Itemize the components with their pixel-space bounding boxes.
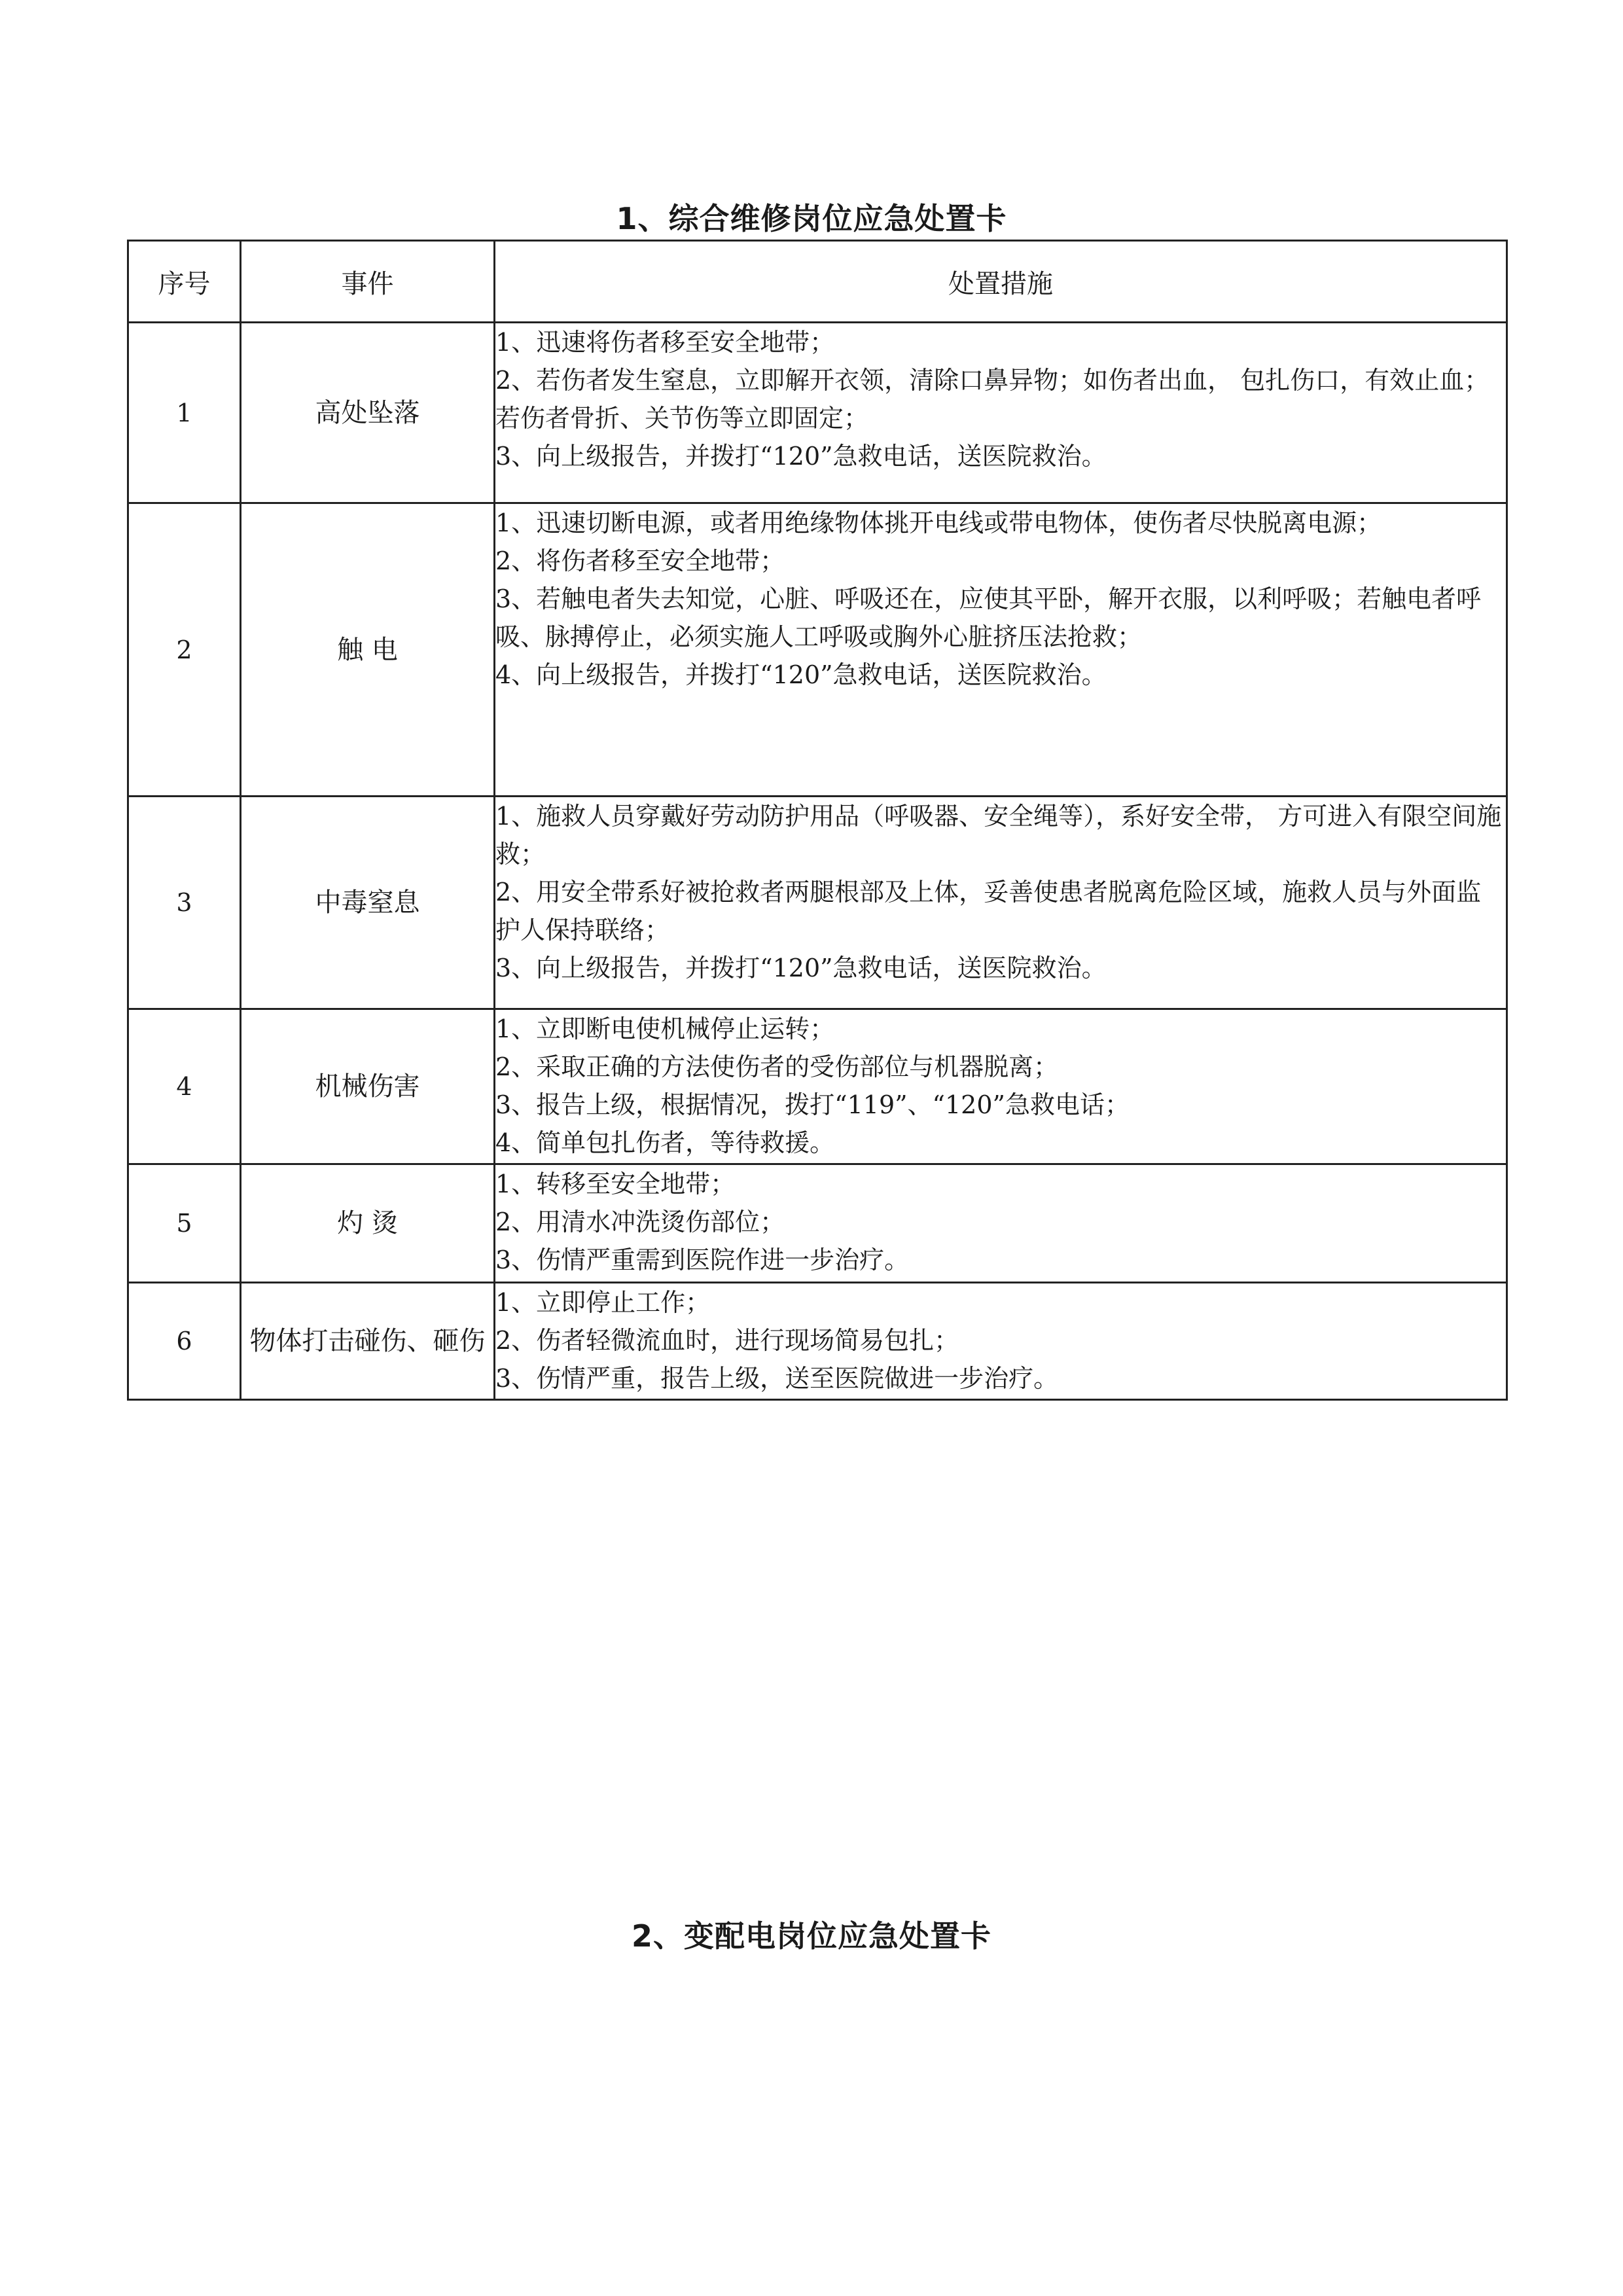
table-row (128, 1164, 1507, 1283)
row-index: 2 (128, 503, 241, 797)
measure-step: 3、伤情严重，报告上级，送至医院做进一步治疗。 (495, 1364, 1059, 1393)
measure-step: 3、若触电者失去知觉，心脏、呼吸还在，应使其平卧，解开衣服，以利呼吸；若触电者呼吸、脉搏停止，必须实施人工呼吸或胸外心脏挤压法抢救； (495, 584, 1482, 651)
table-row (128, 323, 1507, 503)
row-measures (495, 1283, 1507, 1400)
card2-title: 2、变配电岗位应急处置卡 (631, 1918, 991, 1954)
header-measures: 处置措施 (495, 241, 1507, 323)
measure-step: 3、向上级报告，并拨打“120”急救电话，送医院救治。 (495, 954, 1107, 982)
card1-title: 1、综合维修岗位应急处置卡 (616, 201, 1007, 236)
header-event: 事件 (241, 241, 495, 323)
row-event: 高处坠落 (241, 323, 495, 503)
measure-step: 1、迅速将伤者移至安全地带； (495, 328, 835, 357)
row-measures (495, 323, 1507, 503)
row-index: 4 (128, 1009, 241, 1164)
table-row (128, 1283, 1507, 1400)
row-event: 机械伤害 (241, 1009, 495, 1164)
measure-step: 2、用清水冲洗烫伤部位； (495, 1208, 785, 1236)
measure-step: 2、用安全带系好被抢救者两腿根部及上体，妥善使患者脱离危险区域，施救人员与外面监护人保持联络； (495, 878, 1482, 944)
table-row (128, 797, 1507, 1009)
row-index: 1 (128, 323, 241, 503)
row-event: 灼 烫 (241, 1164, 495, 1283)
table-row (128, 503, 1507, 797)
measure-step: 2、伤者轻微流血时，进行现场简易包扎； (495, 1326, 959, 1355)
measure-step: 3、报告上级，根据情况，拨打“119”、“120”急救电话； (495, 1090, 1130, 1119)
row-measures (495, 1009, 1507, 1164)
table-row (128, 1009, 1507, 1164)
measure-step: 3、向上级报告，并拨打“120”急救电话，送医院救治。 (495, 442, 1107, 471)
row-event: 物体打击碰伤、砸伤 (241, 1283, 495, 1400)
row-index: 3 (128, 797, 241, 1009)
measure-step: 1、立即断电使机械停止运转； (495, 1014, 835, 1043)
row-index: 5 (128, 1164, 241, 1283)
row-measures (495, 1164, 1507, 1283)
measure-step: 2、若伤者发生窒息，立即解开衣领，清除口鼻异物；如伤者出血， 包扎伤口，有效止血；若伤者骨折、关节伤等立即固定； (495, 366, 1489, 433)
measure-step: 1、迅速切断电源，或者用绝缘物体挑开电线或带电物体，使伤者尽快脱离电源； (495, 509, 1382, 537)
measure-step: 2、将伤者移至安全地带； (495, 547, 785, 575)
table-header-row (128, 241, 1507, 323)
row-measures (495, 797, 1507, 1009)
row-event: 触 电 (241, 503, 495, 797)
row-index: 6 (128, 1283, 241, 1400)
header-index: 序号 (128, 241, 241, 323)
measure-step: 2、采取正确的方法使伤者的受伤部位与机器脱离； (495, 1052, 1059, 1081)
measure-step: 1、立即停止工作； (495, 1288, 711, 1317)
measure-step: 3、伤情严重需到医院作进一步治疗。 (495, 1246, 910, 1274)
emergency-card-table (127, 240, 1508, 1401)
measure-step: 4、简单包扎伤者，等待救援。 (495, 1128, 835, 1157)
row-measures (495, 503, 1507, 797)
row-event: 中毒窒息 (241, 797, 495, 1009)
measure-step: 1、施救人员穿戴好劳动防护用品（呼吸器、安全绳等），系好安全带， 方可进入有限空间施救； (495, 802, 1502, 869)
measure-step: 4、向上级报告，并拨打“120”急救电话，送医院救治。 (495, 660, 1107, 689)
measure-step: 1、转移至安全地带； (495, 1170, 736, 1198)
